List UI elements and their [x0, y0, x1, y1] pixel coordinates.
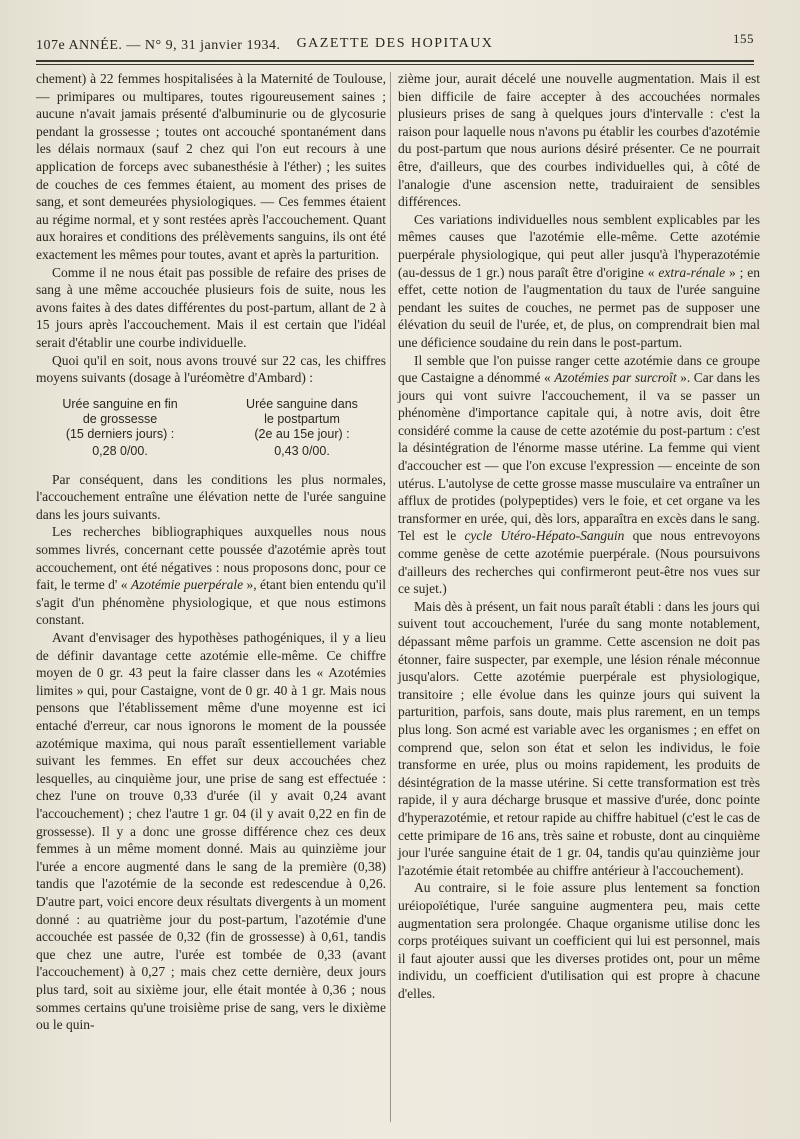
- table-cell-postpartum: [218, 397, 386, 459]
- paragraph: Comme il ne nous était pas possible de refaire des prises de sang à une même accouchée plusieurs fois de suite, nous les avons faites à des dates différentes du post-partum, allant de 2 à 15 jours après l'accouchement. Mais il est certain que l'idéal serait d'établir une courbe individuelle.: [36, 264, 386, 350]
- urea-results-table: [36, 397, 386, 459]
- paragraph: Ces variations individuelles nous semblent explicables par les mêmes causes que l'azotémie elle-même. Cette azotémie puerpérale physiologique, qui peut aller jusqu'à l'hyperazotémie (au-dessus de 1 gr.) nous paraît être d'origine « extra-rénale » ; en effet, cette notion de l'augmentation du taux de l'urée sanguine pendant les suites de couches, ne permet pas de supposer une élévation du seuil de l'urée, et, de plus, on comprendrait bien mal une déficience soudaine du rein dans le post-partum.: [398, 211, 760, 350]
- paragraph: Par conséquent, dans les conditions les plus normales, l'accouchement entraîne une élévation nette de l'urée sanguine dans les jours suivants.: [36, 471, 386, 522]
- paragraph: zième jour, aurait décelé une nouvelle augmentation. Mais il est bien difficile de faire accepter à des accouchées normales plusieurs prises de sang à quelques jours d'intervalle : c'est la raison pour laquelle nous n'avons pu établir les courbes d'azotémie du post-partum que nous aurions désiré présenter. Ce ne pourrait être, d'ailleurs, que des courbes individuelles qui, à côté de l'analogie d'une ascension nette, traduiraient de sensibles différences.: [398, 71, 760, 210]
- table-value: 0,43 0/00.: [274, 443, 330, 458]
- paragraph: Quoi qu'il en soit, nous avons trouvé sur 22 cas, les chiffres moyens suivants (dosage à l'uréomètre d'Ambard) :: [36, 352, 386, 386]
- left-column: [36, 70, 386, 1034]
- term-extra-renale: extra-rénale: [658, 264, 726, 280]
- page-header: [36, 28, 754, 58]
- column-divider: [390, 72, 391, 1122]
- table-text: de grossesse: [82, 411, 158, 426]
- term-cycle-utero-hepato-sanguin: cycle Utéro-Hépato-Sanguin: [464, 528, 625, 544]
- header-rule: [36, 60, 754, 65]
- right-column: [398, 70, 760, 1002]
- paragraph: Avant d'envisager des hypothèses pathogéniques, il y a lieu de définir davantage cette azotémie elle-même. Ce chiffre moyen de 0 gr. 43 peut la faire classer dans les « Azotémies limites » qui, pour Castaigne, vont de 0 gr. 40 à 1 gr. Mais nous pensons que l'établissement même d'une moyenne est ici entaché d'erreur, car nous ignorons le moment de la poussée azotémique maxima, qui nous paraît essentiellement variable suivant les femmes. En effet sur deux accouchées chez lesquelles, au cinquième jour, une prise de sang est effectuée : chez l'une on trouve 0,33 d'urée (il y avait 0,24 avant l'accouchement) ; chez l'autre 1 gr. 04 (il y avait 0,22 en fin de grossesse). Il y a donc une grosse différence chez ces deux femmes à un même moment donné. Mais au quinzième jour l'urée a encore augmenté dans le sang de la première (0,38) tandis que l'azotémie de la seconde est redescendue à 0,26. D'autre part, voici encore deux résultats divergents à un moment donné : au quatrième jour du post-partum, l'azotémie d'une accouchée est passée de 0,32 (fin de grossesse) à 0,61, tandis que chez une autre, l'urée est tombée de 0,33 (avant l'accouchement) à 0,27 ; mais chez cette dernière, deux jours plus tard, soit au sixième jour, elle était montée à 0,36 ; nous sommes certains qu'une troisième prise de sang, vers le dixième ou le quin-: [36, 630, 386, 1033]
- page-number: 155: [733, 31, 754, 46]
- paragraph: Les recherches bibliographiques auxquelles nous nous sommes livrés, concernant cette poussée d'azotémie après tout accouchement, ont été négatives : nous proposons donc, pour ce fait, le terme d' « Azotémie puerpérale », étant bien entendu qu'il s'agit d'un phénomène physiologique, et que nous estimons constant.: [36, 524, 386, 628]
- paragraph: chement) à 22 femmes hospitalisées à la Maternité de Toulouse, — primipares ou multipares, toutes rigoureusement saines ; aucune n'avait jamais présenté d'albuminurie ou de glycosurie pendant la grossesse ; toutes ont accouché spontanément dans les délais normaux (sauf 2 chez qui l'on eut recours à une application de forceps avec subanesthésie à l'éther) ; les suites de couches de ces femmes étaient, au moment des prises de sang, et sont demeurées physiologiques. — Ces femmes étaient au régime normal, et y sont restées après l'accouchement. Quant aux horaires et conditions des prélèvements sanguins, ils ont été exactement les mêmes pour toutes, avant et après la parturition.: [36, 71, 386, 262]
- table-cell-pregnancy: [36, 397, 204, 459]
- term-azotemies-par-surcroit: Azotémies par surcroît: [554, 370, 677, 386]
- table-text: Urée sanguine dans: [246, 396, 358, 411]
- journal-title: GAZETTE DES HOPITAUX: [296, 36, 494, 51]
- table-value: 0,28 0/00.: [92, 443, 148, 458]
- table-text: Urée sanguine en fin: [62, 396, 178, 411]
- issue-info: 107e ANNÉE. — N° 9, 31 janvier 1934.: [36, 38, 281, 53]
- table-text: (2e au 15e jour) :: [254, 426, 350, 441]
- table-text: le postpartum: [264, 411, 340, 426]
- paragraph: Il semble que l'on puisse ranger cette azotémie dans ce groupe que Castaigne a dénommé « Azotémies par surcroît ». Car dans les jours qui vont suivre l'accouchement, il va se passer un phénomène d'importance capitale qui, à notre avis, doit être considéré comme la cause de cette azotémie du post-partum : c'est la désintégration de l'énorme masse utérine. La femme qui vient d'accoucher est — que l'on excuse l'expression — enceinte de son utérus. L'autolyse de cette grosse masse musculaire va entraîner un afflux de protides (polypeptides) vers le foie, et cet organe va les transformer en urée, qui, dès lors, apparaîtra en excès dans le sang. Tel est le cycle Utéro-Hépato-Sanguin que nous entrevoyons comme genèse de cette azotémie puerpérale. (Nous poursuivons d'ailleurs des recherches qui confirmeront peut-être nos vues sur ce sujet.): [398, 352, 760, 597]
- paragraph: Mais dès à présent, un fait nous paraît établi : dans les jours qui suivent tout accouchement, l'urée du sang monte notablement, dépassant même parfois un gramme. Cette ascension ne doit pas étonner, faire suspecter, par exemple, une lésion rénale méconnue jusqu'alors. Cette azotémie puerpérale est physiologique, transitoire ; elle évolue dans les quinze jours qui suivent la parturition, parfois, sans doute, mais plus rarement, en un temps plus long. Son acmé est variable avec les organismes ; en effet on comprend que, selon son état et selon les individus, le foie transforme en urée, plus ou moins rapidement, les produits de désintégration de la masse utérine. Si cette transformation est très rapide, il y aura décharge brusque et massive d'urée, donc pointe d'hyperazotémie, et retour rapide au chiffre habituel (c'est le cas de cette primipare de 16 ans, très saine et robuste, dont au cinquième jour l'urée sanguine était de 1 gr. 04, tandis qu'au quinzième jour l'azotémie était retombée au chiffre antérieur à l'accouchement).: [398, 598, 760, 878]
- paragraph: Au contraire, si le foie assure plus lentement sa fonction uréiopoïétique, l'urée sanguine augmentera peu, mais cette augmentation sera prolongée. Chaque organisme utilise donc les corps protéiques suivant un coefficient qui lui est personnel, mais il faut ajouter aussi que les diverses protides ont, pour un même individu, un coefficient d'utilisation qui est propre à chacune d'elles.: [398, 880, 760, 1001]
- table-text: (15 derniers jours) :: [65, 426, 175, 441]
- term-azotemie-puerperale: Azotémie puerpérale: [130, 577, 244, 593]
